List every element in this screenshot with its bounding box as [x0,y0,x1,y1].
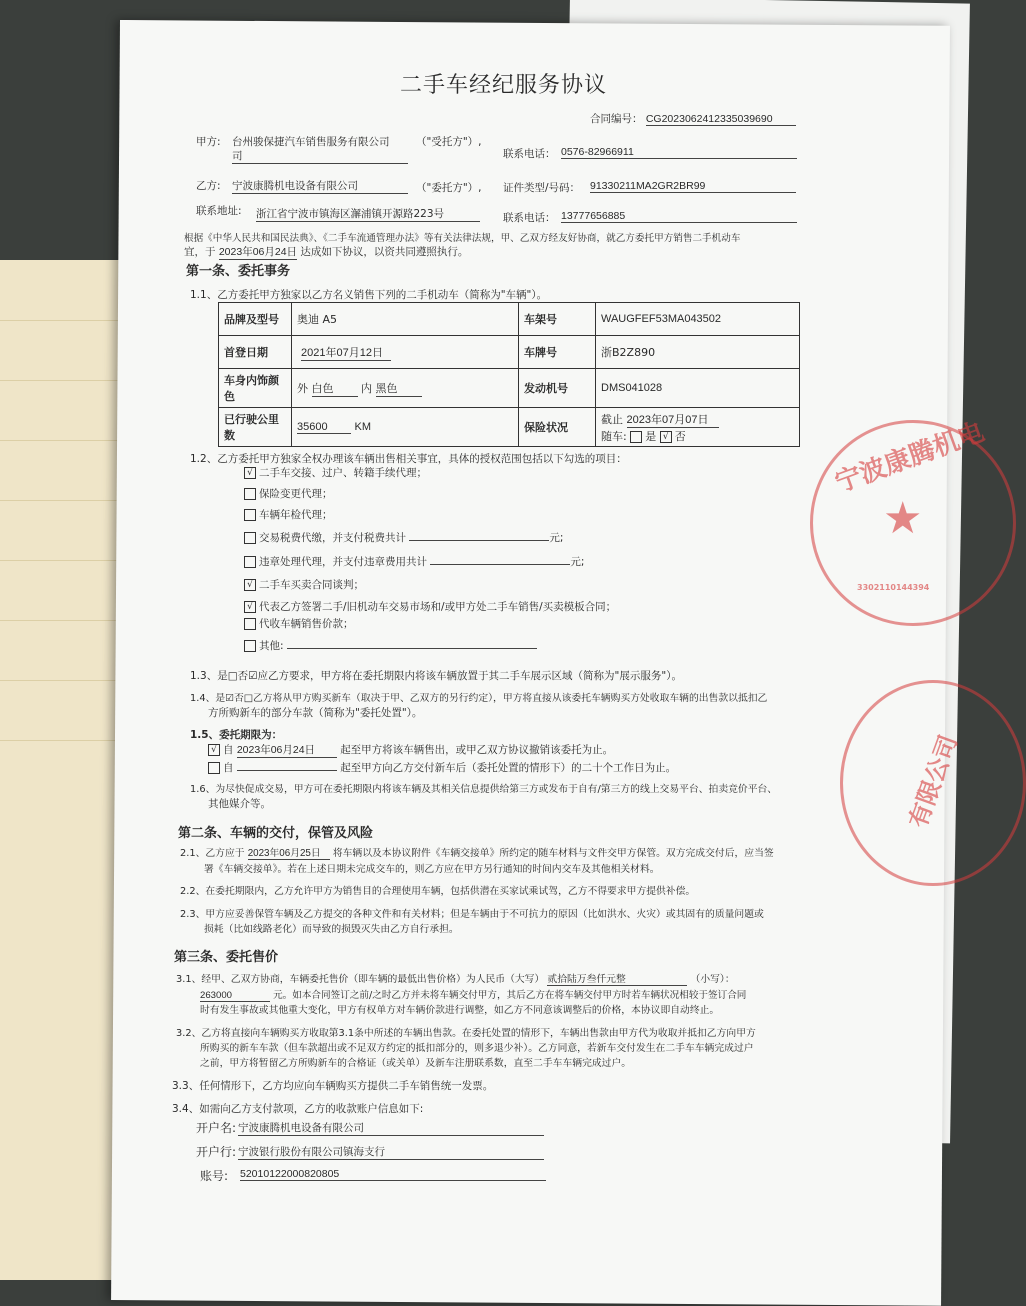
option-4-label: 交易税费代缴，并支付税费共计 [259,532,406,544]
clause-2-1b: 署《车辆交接单》。若在上述日期未完成交车的，则乙方应在甲方另行通知的时间内交车及其他相关材料。 [204,864,660,875]
clause-1-6b: 其他媒介等。 [208,798,271,810]
other-field[interactable] [287,648,537,649]
engine-label: 发动机号 [519,369,596,408]
with-car-no-checkbox[interactable]: √ [660,431,672,443]
term-b-date-field[interactable] [237,770,337,771]
option-6-label: 二手车买卖合同谈判； [259,579,364,591]
color-cell [292,369,519,408]
vehicle-info-table [218,302,800,447]
term-b-text: 起至甲方向乙方交付新车后（委托处置的情形下）的二十个工作日为止。 [340,762,677,774]
price-small-label: （小写）： [690,974,735,985]
mileage-unit: KM [354,421,371,433]
insurance-prefix: 截止 [601,412,623,426]
clause-3-1c: 时有发生事故或其他重大变化，甲方有权单方对车辆价款进行调整，如乙方不同意该调整后的价格，本协议即自动终止。 [200,1005,720,1016]
party-a-name-line2: 司 [232,148,408,164]
tax-amount-field[interactable] [409,540,549,541]
with-car-no-label: 否 [674,429,686,443]
bank-name: 宁波银行股份有限公司镇海支行 [238,1144,544,1160]
option-7-label: 代表乙方签署二手/旧机动车交易市场和/或甲方处二手车销售/买卖模板合同； [259,601,617,613]
table-row [219,369,800,408]
option-7[interactable] [244,599,616,614]
account-name: 宁波康腾机电设备有限公司 [238,1120,544,1136]
term-a-text: 起至甲方将该车辆售出，或甲乙双方协议撤销该委托为止。 [340,744,614,756]
reg-date-label: 首登日期 [219,336,292,369]
plate-value: 浙B2Z890 [596,336,800,369]
option-9-label: 其他: [259,640,284,652]
party-a-role: （"受托方"）, [416,136,482,148]
seal-code: 3302110144394 [857,583,930,592]
option-6-checkbox[interactable]: √ [244,579,256,591]
brand-value: 奥迪 A5 [292,303,519,336]
party-b-id-no: 91330211MA2GR2BR99 [590,180,796,193]
option-5[interactable] [244,554,584,569]
account-no: 52010122000820805 [240,1168,546,1181]
seal-text: 宁波康腾机电 [831,417,989,499]
clause-3-1-text: 3.1、经甲、乙双方协商，车辆委托售价（即车辆的最低出售价格）为人民币（大写） [176,974,545,985]
clause-1-4b: 方所购新车的部分车款（简称为"委托处置"）。 [208,707,423,719]
clause-1-3: 1.3、是□否☑应乙方要求，甲方将在委托期限内将该车辆放置于其二手车展示区域（简称为"展示服务"）。 [190,670,682,682]
clause-2-1-prefix: 2.1、乙方应于 [180,848,245,859]
document-title: 二手车经纪服务协议 [400,73,608,98]
clause-3-2c: 之前，甲方将暂留乙方所购新车的合格证（或关单）及新车注册联系数，直至二手车车辆完成过户。 [200,1058,632,1069]
contract-seal [840,680,1026,886]
party-b-address: 浙江省宁波市镇海区澥浦镇开源路223号 [256,206,480,222]
table-row [219,303,800,336]
color-outer: 白色 [312,380,358,397]
option-3-checkbox[interactable] [244,509,256,521]
clause-2-1a [180,845,774,860]
option-2-checkbox[interactable] [244,488,256,500]
with-car-yes-checkbox[interactable] [630,431,642,443]
engine-value: DMS041028 [596,369,800,408]
clause-3-4: 3.4、如需向乙方支付款项，乙方的收款账户信息如下: [172,1103,424,1115]
party-b-name: 宁波康腾机电设备有限公司 [232,178,408,194]
mileage-label: 已行驶公里数 [219,408,292,447]
party-b-id-label: 证件类型/号码： [503,182,581,194]
term-a-checkbox[interactable]: √ [208,744,220,756]
insurance-date: 2023年07月07日 [627,411,719,428]
preamble-suffix: 达成如下协议，以资共同遵照执行。 [300,246,469,258]
violation-amount-field[interactable] [430,564,570,565]
with-car-yes-label: 是 [645,429,657,443]
bank-label: 开户行: [196,1145,237,1159]
option-4[interactable] [244,530,563,545]
option-9-checkbox[interactable] [244,640,256,652]
clause-3-2b: 所购买的新车车款（但车款超出或不足双方约定的抵扣部分的，则多退少补）。乙方同意，若新车交付发生在二手车车辆完成过户 [200,1043,754,1054]
clause-3-3: 3.3、任何情形下，乙方均应向车辆购买方提供二手车销售统一发票。 [172,1080,494,1092]
account-name-label: 开户名: [196,1121,237,1135]
term-a-prefix: 自 [223,744,234,756]
clause-3-1b [200,987,746,1002]
party-b-role: （"委托方"）, [416,182,482,194]
party-b-address-label: 联系地址: [196,205,242,217]
party-a-label: 甲方: [196,136,221,148]
term-b-prefix: 自 [223,762,234,774]
option-1[interactable] [244,465,427,480]
option-5-checkbox[interactable] [244,556,256,568]
option-1-label: 二手车交接、过户、转籍手续代理； [259,467,427,479]
option-7-checkbox[interactable]: √ [244,601,256,613]
clause-3-1b-text: 元。如本合同签订之前/之时乙方并未将车辆交付甲方，其后乙方在将车辆交付甲方时若车辆状况相较于签订合同 [273,990,747,1001]
term-option-a[interactable] [208,742,613,758]
vin-label: 车架号 [519,303,596,336]
clause-3-1a [176,971,735,986]
color-inner: 黑色 [376,380,422,397]
clause-2-1-text: 将车辆以及本协议附件《车辆交接单》所约定的随车材料与文件交甲方保管。双方完成交付后，应当签 [332,848,774,859]
mileage-value: 35600 [297,421,351,434]
article2-heading: 第二条、车辆的交付，保管及风险 [178,826,374,841]
brand-label: 品牌及型号 [219,303,292,336]
price-number: 263000 [200,990,270,1002]
option-4-checkbox[interactable] [244,532,256,544]
table-row [219,408,800,447]
option-8-label: 代收车辆销售价款； [259,618,354,630]
vin-value: WAUGFEF53MA043502 [596,303,800,336]
option-2[interactable] [244,486,333,501]
clause-2-3b: 损耗（比如线路老化）而导致的损毁灭失由乙方自行承担。 [204,924,459,935]
article1-heading: 第一条、委托事务 [186,264,291,279]
contract-seal-text: 有限公司 [903,731,963,832]
option-3[interactable] [244,507,333,522]
delivery-date: 2023年06月25日 [248,845,330,860]
tax-yuan: 元; [549,532,564,544]
option-8-checkbox[interactable] [244,618,256,630]
contract-no-label: 合同编号： [590,113,643,125]
option-5-label: 违章处理代理，并支付违章费用共计 [259,556,427,568]
preamble-prefix: 宜，于 [184,246,216,258]
party-a-name: 台州骏保捷汽车销售服务有限公司 [232,136,390,148]
party-a-phone: 0576-82966911 [561,146,797,159]
option-3-label: 车辆年检代理； [259,509,333,521]
party-b-phone-label: 联系电话： [503,212,556,224]
clause-3-2a: 3.2、乙方将直接向车辆购买方收取第3.1条中所述的车辆出售款。在委托处置的情形下，车辆出售款由甲方代为收取并抵扣乙方向甲方 [176,1028,756,1039]
option-6[interactable] [244,577,364,592]
option-9[interactable] [244,638,537,653]
term-option-b[interactable] [208,760,676,775]
insurance-cell [596,408,800,447]
plate-label: 车牌号 [519,336,596,369]
term-start-date: 2023年06月24日 [237,742,337,758]
option-8[interactable] [244,616,354,631]
with-car-row [601,428,794,444]
account-no-label: 账号: [200,1169,229,1183]
clause-1-2: 1.2、乙方委托甲方独家全权办理该车辆出售相关事宜，具体的授权范围包括以下勾选的项目： [190,453,627,465]
table-row [219,336,800,369]
color-inner-prefix: 内 [361,381,372,395]
violation-yuan: 元; [570,556,585,568]
with-car-label: 随车: [601,429,627,443]
article3-heading: 第三条、委托售价 [174,950,279,965]
company-seal [810,417,1016,626]
insurance-label: 保险状况 [519,408,596,447]
option-2-label: 保险变更代理； [259,488,333,500]
clause-2-3a: 2.3、甲方应妥善保管车辆及乙方提交的各种文件和有关材料；但是车辆由于不可抗力的原因（比如洪水、火灾）或其固有的质量问题或 [180,909,764,920]
party-a-phone-label: 联系电话： [503,148,556,160]
contract-no-row [590,111,796,126]
party-b-label: 乙方: [196,180,221,192]
color-label: 车身内饰颜色 [219,369,292,408]
party-b-phone: 13777656885 [561,210,797,223]
price-uppercase: 贰拾陆万叁仟元整 [547,971,687,986]
clause-1-1: 1.1、乙方委托甲方独家以乙方名义销售下列的二手机动车（简称为"车辆"）。 [190,289,548,301]
reg-date-value: 2021年07月12日 [301,344,391,361]
clause-1-6a: 1.6、为尽快促成交易，甲方可在委托期限内将该车辆及其相关信息提供给第三方或发布于自有/第三方的线上交易平台、拍卖竞价平台、 [190,784,778,795]
seal-star-icon: ★ [883,493,923,544]
option-1-checkbox[interactable]: √ [244,467,256,479]
preamble-line2 [184,244,468,260]
clause-2-2: 2.2、在委托期限内，乙方允许甲方为销售目的合理使用车辆，包括供潜在买家试乘试驾，乙方不得要求甲方提供补偿。 [180,886,696,897]
reg-date-cell [292,336,519,369]
color-outer-prefix: 外 [297,381,308,395]
insurance-expiry [601,411,794,428]
preamble-line1: 根据《中华人民共和国民法典》、《二手车流通管理办法》等有关法律法规，甲、乙双方经友好协商，就乙方委托甲方销售二手机动车 [184,233,741,244]
agreement-date: 2023年06月24日 [218,246,298,258]
term-b-checkbox[interactable] [208,762,220,774]
clause-1-5: 1.5、委托期限为： [190,729,283,741]
mileage-cell [292,408,519,447]
contract-no: CG2023062412335039690 [646,113,796,126]
clause-1-4a: 1.4、是☑否□乙方将从甲方购买新车（取决于甲、乙双方的另行约定），甲方将直接从该委托车辆购买方处收取车辆的出售款以抵扣乙 [190,693,768,704]
